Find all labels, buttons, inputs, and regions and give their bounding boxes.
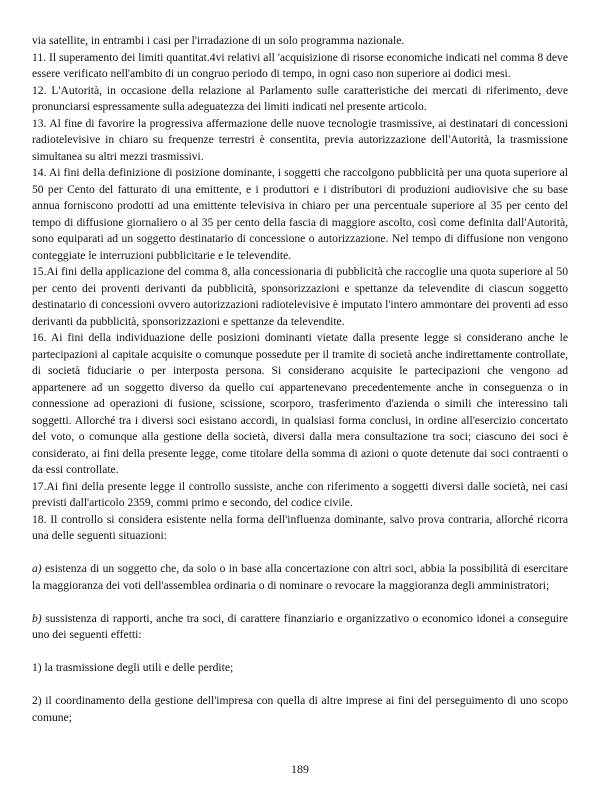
paragraph-11: 11. Il superamento dei limiti quantitat.4vi relativi all 'acquisizione di risorse economiche indicati nel comma 8 deve essere verificato nell'ambito di un congruo periodo di tempo, in ogni caso non superiore ai dodici mesi. xyxy=(32,50,568,80)
list-item-text: sussistenza di rapporti, anche tra soci, di carattere finanziario e organizzativo o economico idonei a conseguire uno dei seguenti effetti: xyxy=(32,611,568,641)
body-text xyxy=(32,33,568,726)
page-number: 189 xyxy=(291,762,309,776)
list-item-a xyxy=(32,561,568,594)
list-item-letter: b) xyxy=(32,611,42,625)
list-item-b xyxy=(32,611,568,644)
list-item-text: esistenza di un soggetto che, da solo o in base alla concertazione con altri soci, abbia la possibilità di esercitare la maggioranza dei voti dell'assemblea ordinaria o di nominare o revocare la maggioranza degli amministratori; xyxy=(32,562,568,592)
sub-item-2: 2) il coordinamento della gestione dell'impresa con quella di altre imprese ai fini del perseguimento di uno scopo comune; xyxy=(32,694,568,724)
sub-item-1: 1) la trasmissione degli utili e delle perdite; xyxy=(32,661,234,674)
paragraph-continuation: via satellite, in entrambi i casi per l'irradazione di un solo programma nazionale. xyxy=(32,34,405,47)
paragraph-13: 13. Al fine di favorire la progressiva affermazione delle nuove tecnologie trasmissive, ai destinatari di concessioni radiotelevisive in chiaro su frequenze terrestri è consentita, previa autorizzazione dell'Autorità, la trasmissione simultanea su altri mezzi trasmissivi. xyxy=(32,116,568,163)
paragraph-12: 12. L'Autorità, in occasione della relazione al Parlamento sulle caratteristiche dei mercati di riferimento, deve pronunciarsi espressamente sulla adeguatezza dei limiti indicati nel presente articolo. xyxy=(32,83,568,113)
paragraph-15: 15.Ai fini della applicazione del comma 8, alla concessionaria di pubblicità che raccoglie una quota superiore al 50 per cento dei proventi derivanti da pubblicità, sponsorizzazioni e spettanze da televendite di ciascun soggetto destinatario di concessioni ovvero autorizzazioni radiotelevisive è imputato l'intero ammontare dei proventi ad esso derivanti da pubblicità, sponsorizzazioni e spettanze da televendite. xyxy=(32,265,568,328)
paragraph-16: 16. Ai fini della individuazione delle posizioni dominanti vietate dalla presente legge si considerano anche le partecipazioni al capitale acquisite o comunque possedute per il tramite di società anche indirettamente controllate, di società fiduciarie o per interposta persona. Si considerano acquisite le partecipazioni che vengono ad appartenere ad un soggetto diverso da quello cui appartenevano precedentemente anche in conseguenza o in connessione ad operazioni di fusione, scissione, scorporo, trasferimento d'azienda o simili che interessino tali soggetti. Allorché tra i diversi soci esistano accordi, in qualsiasi forma conclusi, in ordine all'esercizio concertato del voto, o comunque alla gestione della società, diversi dalla mera consultazione tra soci; ciascuno dei soci è considerato, ai fini della presente legge, come titolare della somma di azioni o quote detenute dai soci contraenti o da essi controllate. xyxy=(32,331,568,476)
paragraph-17: 17.Ai fini della presente legge il controllo sussiste, anche con riferimento a soggetti diversi dalle società, nei casi previsti dall'articolo 2359, commi primo e secondo, del codice civile. xyxy=(32,479,568,509)
list-item-letter: a) xyxy=(32,562,42,575)
paragraph-18: 18. Il controllo si considera esistente nella forma dell'influenza dominante, salvo prova contraria, allorché ricorra una delle seguenti situazioni: xyxy=(32,512,568,542)
paragraph-14: 14. Ai fini della definizione di posizione dominante, i soggetti che raccolgono pubblicità per una quota superiore al 50 per Cento del fatturato di una emittente, e i produttori e i distributori di produzioni audiovisive che su base annua forniscono prodotti ad una emittente televisiva in chiaro per una percentuale superiore al 35 per cento del tempo di diffusione giornaliero o al 35 per cento della fascia di maggiore ascolto, così come definita dall'Autorità, sono equiparati ad un soggetto destinatario di concessione o autorizzazione. Nel tempo di diffusione non vengono conteggiate le interruzioni pubblicitarie e le televendite. xyxy=(32,166,568,262)
